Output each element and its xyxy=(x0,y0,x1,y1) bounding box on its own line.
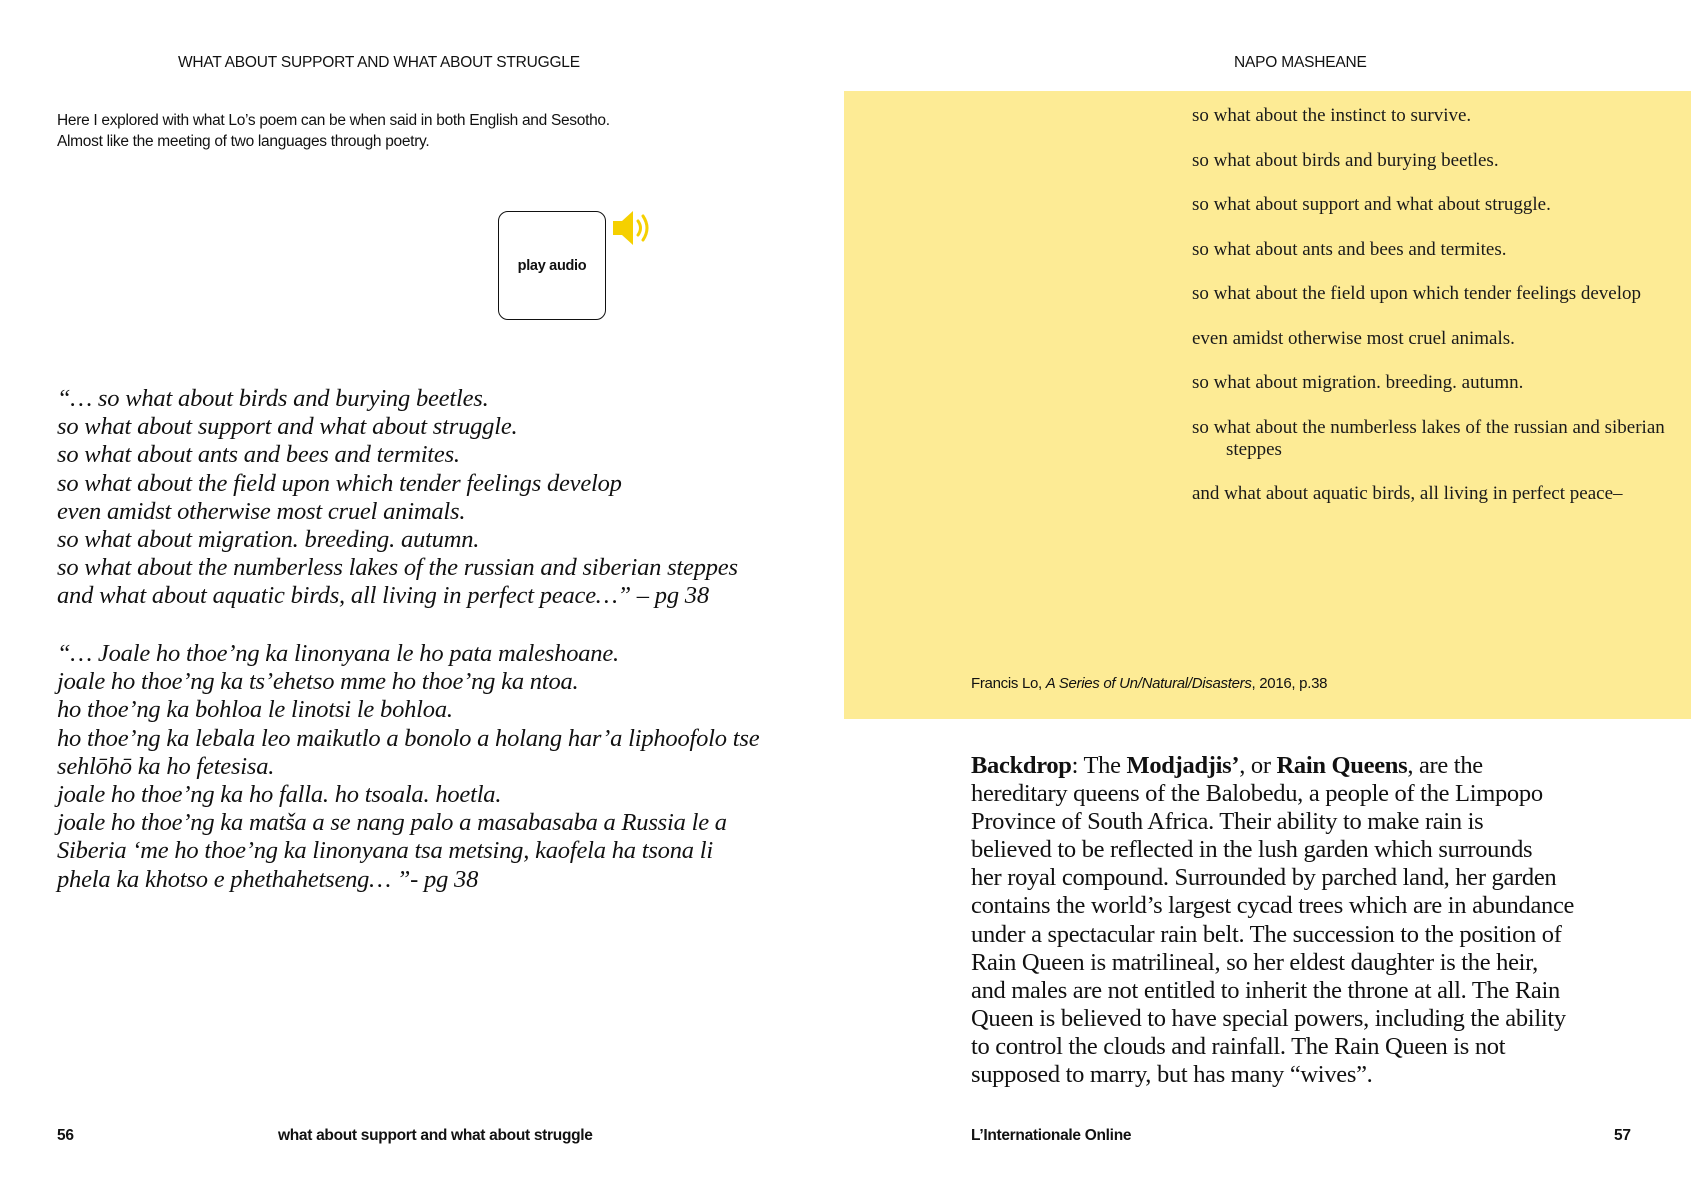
poem-line: joale ho thoe’ng ka matša a se nang palo a masabasaba a Russia le a xyxy=(57,809,727,837)
backdrop-label: Backdrop xyxy=(971,752,1072,779)
text-run: , or xyxy=(1239,752,1277,779)
poem-line: “… so what about birds and burying beetles. xyxy=(57,385,489,412)
text-run: : The xyxy=(1071,752,1127,779)
poem-line: so what about the field upon which tender feelings develop xyxy=(57,469,622,497)
poem-stanza: so what about the field upon which tender feelings develop xyxy=(1192,283,1642,304)
poem-line: so what about support and what about struggle. xyxy=(57,413,518,441)
footer-title: what about support and what about struggle xyxy=(278,1127,593,1144)
backdrop-line: believed to be reflected in the lush garden which surrounds xyxy=(971,836,1533,864)
poem-stanza: so what about the numberless lakes of the russian and siberian steppes xyxy=(1192,416,1665,460)
page-number-left: 56 xyxy=(57,1127,74,1144)
sound-wave-outer xyxy=(643,216,647,240)
speaker-body xyxy=(613,211,633,245)
backdrop-line: contains the world’s largest cycad trees which are in abundance xyxy=(971,892,1575,920)
running-head-right: NAPO MASHEANE xyxy=(1234,54,1367,71)
poem-line: even amidst otherwise most cruel animals. xyxy=(57,497,466,525)
backdrop-first-line xyxy=(971,752,1651,780)
poem-stanza: so what about birds and burying beetles. xyxy=(1192,149,1499,171)
speaker-icon[interactable] xyxy=(611,208,655,248)
poem-line: Siberia ‘me ho thoe’ng ka linonyana tsa metsing, kaofela ha tsona li xyxy=(57,837,713,865)
backdrop-paragraph xyxy=(971,752,1651,1089)
poem-line: phela ka khotso e phethahetseng… ”- pg 38 xyxy=(57,865,479,893)
backdrop-line: Province of South Africa. Their ability to make rain is xyxy=(971,808,1484,836)
poem-stanza: so what about the instinct to survive. xyxy=(1192,105,1472,126)
play-audio-button[interactable] xyxy=(498,211,606,320)
backdrop-line: Rain Queen is matrilineal, so her eldest daughter is the heir, xyxy=(971,948,1538,976)
poem-stanza: so what about ants and bees and termites. xyxy=(1192,238,1507,260)
poem-english xyxy=(57,385,738,611)
poem-line: so what about the numberless lakes of the russian and siberian steppes xyxy=(57,554,738,582)
term-rain-queens: Rain Queens xyxy=(1276,752,1408,779)
poem-line: so what about ants and bees and termites. xyxy=(57,441,460,469)
backdrop-line: her royal compound. Surrounded by parched land, her garden xyxy=(971,864,1557,892)
citation-details: , 2016, p.38 xyxy=(1251,675,1328,692)
citation-title: A Series of Un/Natural/Disasters xyxy=(1045,675,1252,692)
poem-line: ho thoe’ng ka bohloa le linotsi le bohloa. xyxy=(57,696,453,724)
poem-line: sehlōhō ka ho fetesisa. xyxy=(57,752,275,780)
play-audio-label: play audio xyxy=(517,257,587,274)
intro-line: Almost like the meeting of two languages through poetry. xyxy=(57,133,430,150)
backdrop-line: hereditary queens of the Balobedu, a people of the Limpopo xyxy=(971,780,1543,808)
sound-wave-inner xyxy=(638,221,641,235)
backdrop-line: to control the clouds and rainfall. The Rain Queen is not xyxy=(971,1032,1506,1060)
poem-stanza: and what about aquatic birds, all living in perfect peace– xyxy=(1192,483,1623,504)
poem-line: joale ho thoe’ng ka ho falla. ho tsoala. hoetla. xyxy=(57,781,502,809)
poem-stanza: so what about migration. breeding. autumn. xyxy=(1192,372,1524,393)
backdrop-line: and males are not entitled to inherit the throne at all. The Rain xyxy=(971,976,1560,1004)
intro-line: Here I explored with what Lo’s poem can be when said in both English and Sesotho. xyxy=(57,112,610,129)
poem-stanza: even amidst otherwise most cruel animals. xyxy=(1192,327,1515,349)
intro-text xyxy=(57,110,610,152)
backdrop-line: supposed to marry, but has many “wives”. xyxy=(971,1061,1373,1089)
poem-line: and what about aquatic birds, all living in perfect peace…” – pg 38 xyxy=(57,582,709,610)
poem-original xyxy=(1192,105,1672,528)
page-number-right: 57 xyxy=(1614,1127,1631,1144)
poem-sesotho xyxy=(57,640,759,894)
citation-author: Francis Lo, xyxy=(971,675,1046,692)
poem-line: so what about migration. breeding. autumn. xyxy=(57,526,480,554)
poem-stanza: so what about support and what about struggle. xyxy=(1192,194,1551,215)
poem-line: joale ho thoe’ng ka ts’ehetso mme ho thoe’ng ka ntoa. xyxy=(57,668,579,696)
running-head-left: WHAT ABOUT SUPPORT AND WHAT ABOUT STRUGGLE xyxy=(178,54,580,71)
backdrop-line: under a spectacular rain belt. The succession to the position of xyxy=(971,920,1562,948)
poem-line: ho thoe’ng ka lebala leo maikutlo a bonolo a holang har’a liphoofolo tse xyxy=(57,724,760,752)
term-modjadjis: Modjadjis’ xyxy=(1126,752,1240,779)
poem-line: “… Joale ho thoe’ng ka linonyana le ho pata maleshoane. xyxy=(57,640,619,667)
citation xyxy=(971,675,1327,692)
footer-publication: L’Internationale Online xyxy=(971,1127,1132,1144)
backdrop-line: Queen is believed to have special powers, including the ability xyxy=(971,1004,1566,1032)
text-run: , are the xyxy=(1407,752,1483,779)
